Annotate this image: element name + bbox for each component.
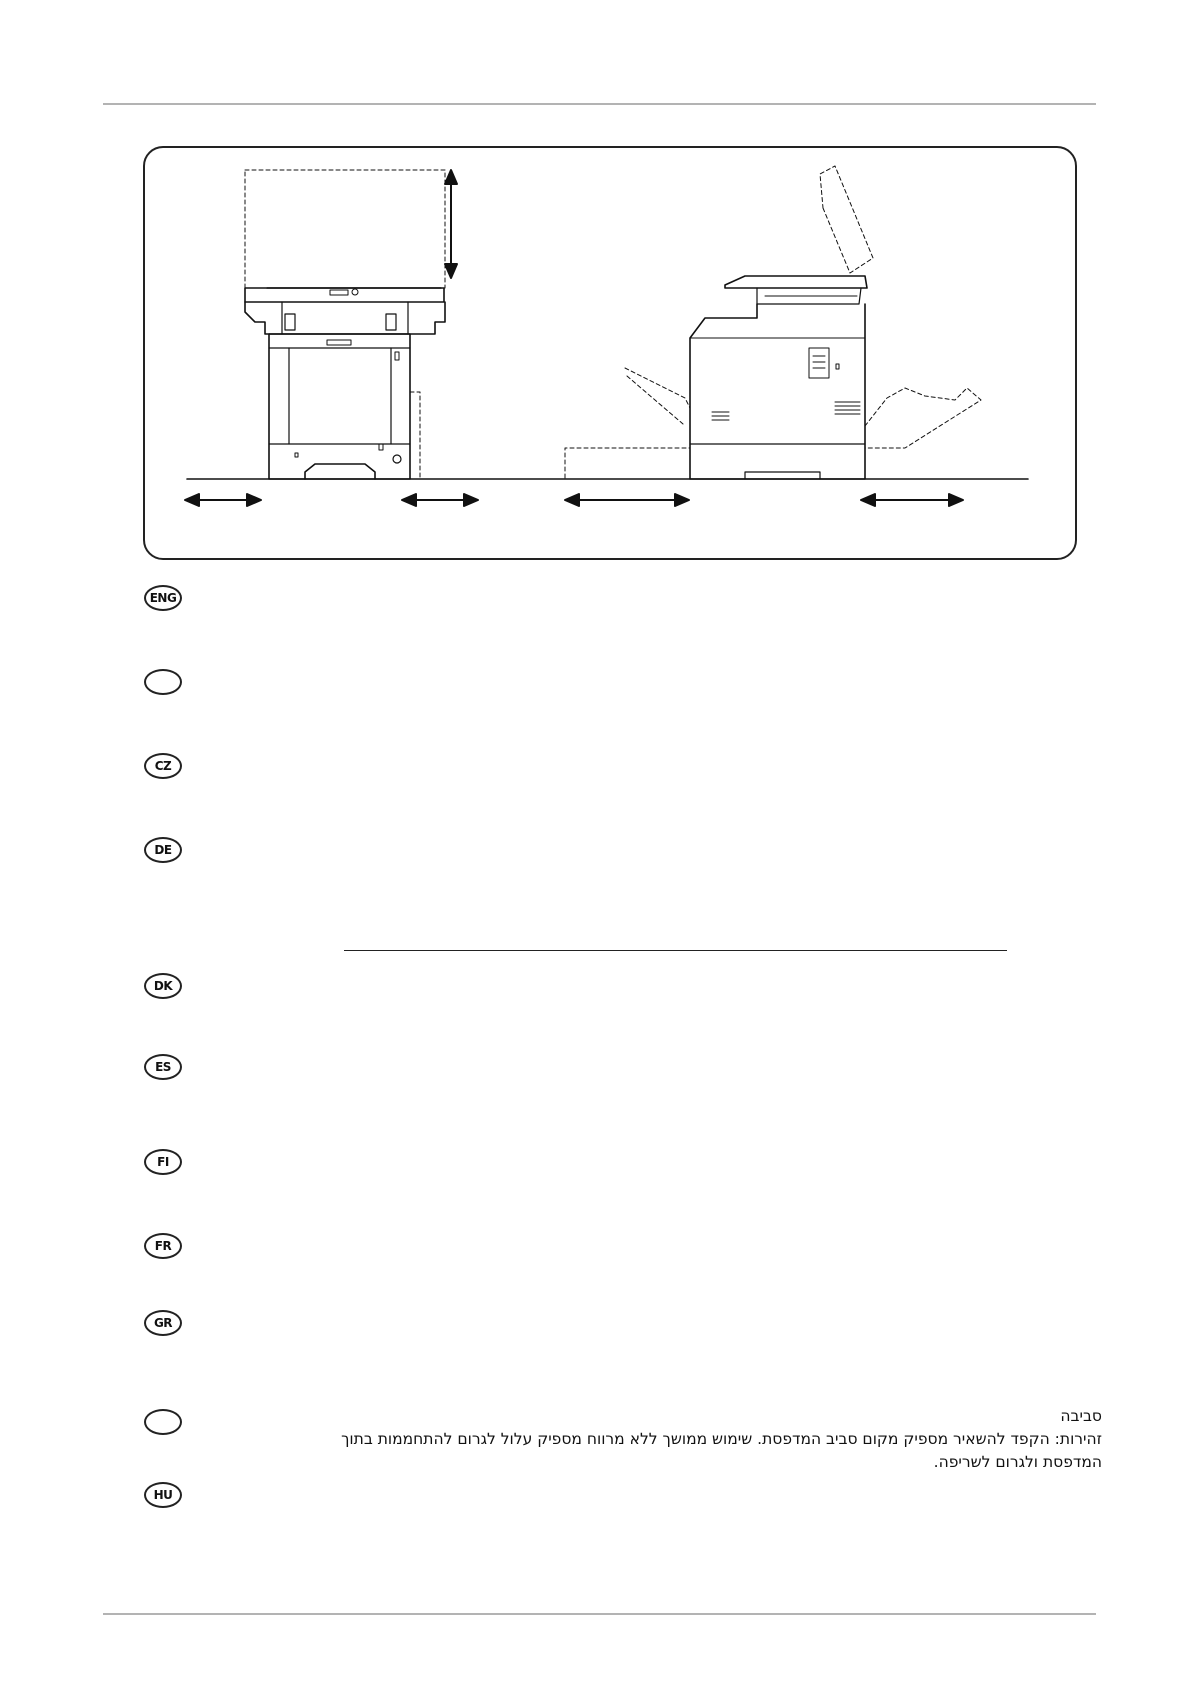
clearance-arrow-rear xyxy=(861,494,963,506)
language-badge-blank-1 xyxy=(144,669,182,695)
language-badge-cz: CZ xyxy=(144,753,182,779)
hebrew-heading: סביבה xyxy=(1060,1407,1102,1425)
language-badge-dk: DK xyxy=(144,973,182,999)
language-badge-es: ES xyxy=(144,1054,182,1080)
language-badge-gr: GR xyxy=(144,1310,182,1336)
clearance-arrow-front xyxy=(565,494,689,506)
printer-clearance-illustration xyxy=(145,148,1079,562)
printer-side-view xyxy=(565,166,981,479)
header-rule xyxy=(103,103,1096,105)
hebrew-environment-text xyxy=(290,1405,1102,1474)
clearance-arrow-top xyxy=(445,170,457,278)
printer-front-view xyxy=(245,170,445,479)
language-badge-hu: HU xyxy=(144,1482,182,1508)
clearance-arrow-right xyxy=(402,494,478,506)
hebrew-body: זהירות: הקפד להשאיר מספיק מקום סביב המדפסת. שימוש ממושך ללא מרווח מספיק עלול לגרום להתחממות בתוך המדפסת ולגרום לשריפה. xyxy=(341,1430,1102,1471)
language-badge-de: DE xyxy=(144,837,182,863)
clearance-arrow-left xyxy=(185,494,261,506)
language-badge-fr: FR xyxy=(144,1233,182,1259)
front-lid-raised-outline xyxy=(245,170,445,288)
footer-rule xyxy=(103,1613,1096,1615)
language-badge-fi: FI xyxy=(144,1149,182,1175)
printer-clearance-figure xyxy=(143,146,1077,560)
language-badge-blank-2 xyxy=(144,1409,182,1435)
section-divider xyxy=(344,950,1007,951)
language-badge-eng: ENG xyxy=(144,585,182,611)
